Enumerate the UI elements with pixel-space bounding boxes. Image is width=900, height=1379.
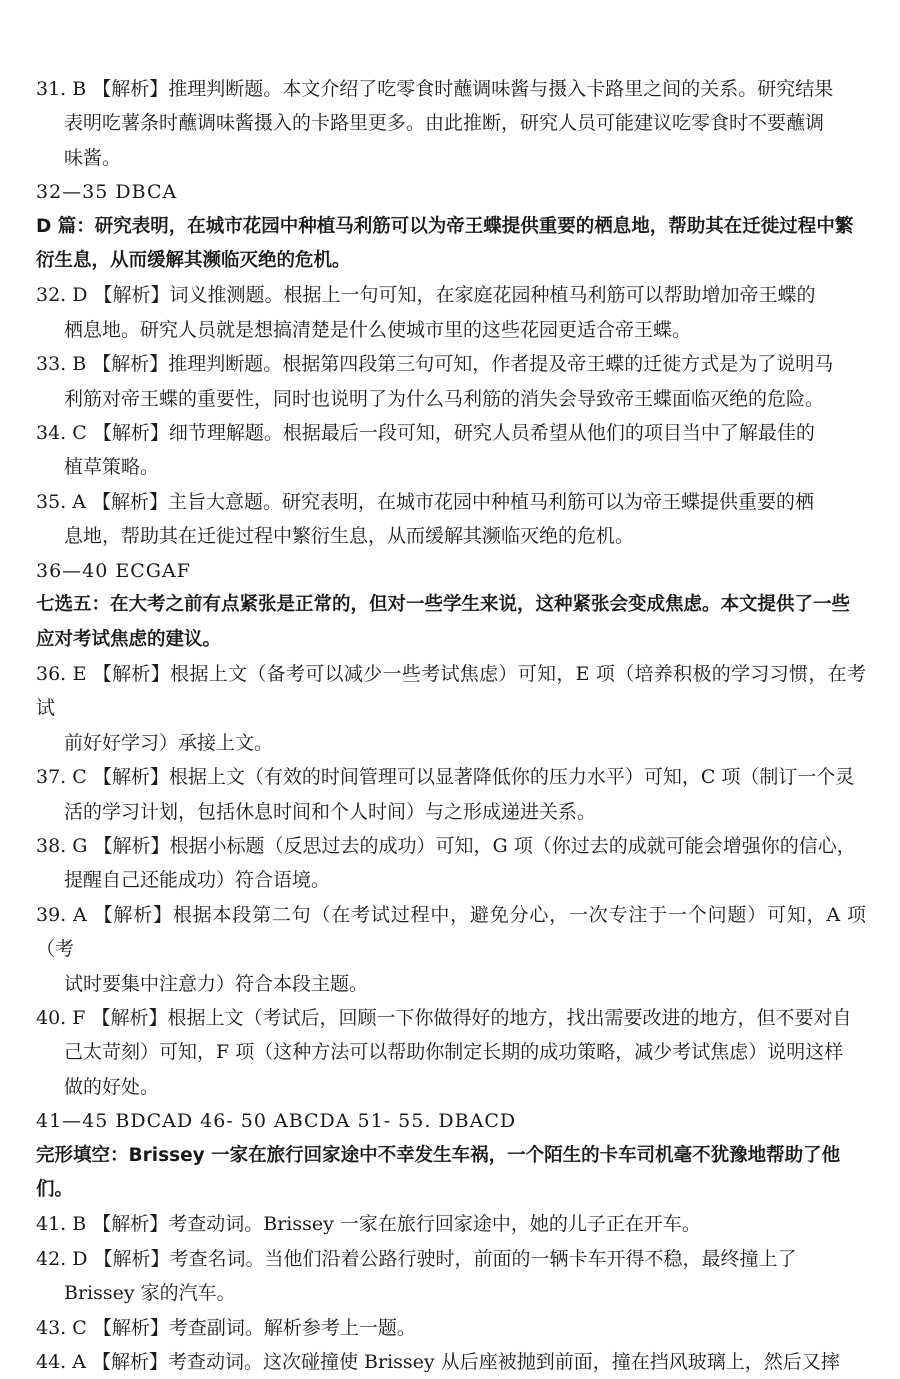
- text-line: 38. G 【解析】根据小标题（反思过去的成功）可知，G 项（你过去的成就可能会增强你的信心，: [36, 834, 856, 857]
- answer-explanation: [36, 760, 866, 829]
- text-line: 43. C 【解析】考查副词。解析参考上一题。: [36, 1316, 416, 1339]
- answer-explanation: [36, 1311, 866, 1345]
- text-line: 他们。: [36, 1144, 841, 1200]
- answer-explanation: [36, 485, 866, 554]
- answer-explanation: [36, 278, 866, 347]
- passage-summary: [36, 1139, 866, 1208]
- passage-summary: [36, 588, 866, 657]
- text-line: 做的好处。: [64, 1075, 160, 1098]
- text-line: 44. A 【解析】考查动词。这次碰撞使 Brissey 从后座被抛到前面，撞在挡风玻璃上，然后又摔: [36, 1351, 840, 1374]
- answer-explanation: [36, 657, 866, 760]
- text-line: 33. B 【解析】推理判断题。根据第四段第三句可知，作者提及帝王蝶的迁徙方式是为了说明马: [36, 353, 834, 376]
- text-line: 39. A 【解析】根据本段第二句（在考试过程中，避免分心，一次专注于一个问题）可知，A 项（考: [36, 903, 866, 961]
- text-line: 41—45 BDCAD 46- 50 ABCDA 51- 55. DBACD: [36, 1110, 517, 1133]
- answer-explanation: [36, 1001, 866, 1104]
- text-line: Brissey 家的汽车。: [64, 1282, 236, 1305]
- text-line: 试时要集中注意力）符合本段主题。: [64, 972, 369, 995]
- text-line: 提醒自己还能成功）符合语境。: [64, 869, 331, 892]
- text-line: 栖息地。研究人员就是想搞清楚是什么使城市里的这些花园更适合帝王蝶。: [64, 318, 692, 341]
- text-line: 七选五：在大考之前有点紧张是正常的，但对一些学生来说，这种紧张会变成焦虑。本文提供了: [36, 594, 814, 616]
- answer-explanation: [36, 1345, 866, 1379]
- answer-explanation: [36, 1242, 866, 1311]
- text-line: 中繁衍生息，从而缓解其濒临灭绝的危机。: [36, 215, 854, 272]
- text-line: 41. B 【解析】考查动词。Brissey 一家在旅行回家途中，她的儿子正在开车。: [36, 1213, 701, 1236]
- text-line: 42. D 【解析】考查名词。当他们沿着公路行驶时，前面的一辆卡车开得不稳，最终撞上了: [36, 1247, 797, 1270]
- answer-explanation: [36, 72, 866, 175]
- text-line: D 篇：研究表明，在城市花园中种植马利筋可以为帝王蝶提供重要的栖息地，帮助其在迁徙过程: [36, 215, 817, 237]
- text-line: 表明吃薯条时蘸调味酱摄入的卡路里更多。由此推断，研究人员可能建议吃零食时不要蘸调: [64, 112, 825, 135]
- answer-explanation: [36, 416, 866, 485]
- text-line: 40. F 【解析】根据上文（考试后，回顾一下你做得好的地方，找出需要改进的地方，但不要对自: [36, 1006, 852, 1029]
- passage-summary: [36, 210, 866, 279]
- answer-explanation: [36, 1207, 866, 1241]
- text-line: 35. A 【解析】主旨大意题。研究表明，在城市花园中种植马利筋可以为帝王蝶提供重要的栖: [36, 490, 815, 513]
- answer-key-line: [36, 554, 866, 588]
- text-line: 32—35 DBCA: [36, 181, 178, 204]
- answer-key-line: [36, 1104, 866, 1138]
- text-line: 味酱。: [64, 146, 122, 169]
- text-line: 己太苛刻）可知，F 项（这种方法可以帮助你制定长期的成功策略，减少考试焦虑）说明这样: [64, 1041, 844, 1064]
- text-line: 34. C 【解析】细节理解题。根据最后一段可知，研究人员希望从他们的项目当中了解最佳的: [36, 422, 815, 445]
- text-line: 植草策略。: [64, 456, 160, 479]
- text-line: 36—40 ECGAF: [36, 559, 191, 582]
- text-line: 37. C 【解析】根据上文（有效的时间管理可以显著降低你的压力水平）可知，C 项（制订一个灵: [36, 766, 855, 789]
- text-line: 利筋对帝王蝶的重要性，同时也说明了为什么马利筋的消失会导致帝王蝶面临灭绝的危险。: [64, 387, 825, 410]
- text-line: 前好好学习）承接上文。: [64, 731, 274, 754]
- text-line: 32. D 【解析】词义推测题。根据上一句可知，在家庭花园种植马利筋可以帮助增加帝王蝶的: [36, 284, 816, 307]
- text-line: 完形填空：Brissey 一家在旅行回家途中不幸发生车祸，一个陌生的卡车司机毫不犹豫地帮助了: [36, 1144, 822, 1166]
- text-line: 息地，帮助其在迁徙过程中繁衍生息，从而缓解其濒临灭绝的危机。: [64, 525, 635, 548]
- text-line: 一些应对考试焦虑的建议。: [36, 594, 851, 650]
- answer-explanation: [36, 829, 866, 898]
- text-line: 活的学习计划，包括休息时间和个人时间）与之形成递进关系。: [64, 800, 597, 823]
- text-line: 31. B 【解析】推理判断题。本文介绍了吃零食时蘸调味酱与摄入卡路里之间的关系。研究结果: [36, 78, 834, 100]
- answer-explanation: [36, 898, 866, 1001]
- answer-key-line: [36, 175, 866, 209]
- text-line: 36. E 【解析】根据上文（备考可以减少一些考试焦虑）可知，E 项（培养积极的学习习惯，在考试: [36, 662, 866, 720]
- answer-explanation: [36, 347, 866, 416]
